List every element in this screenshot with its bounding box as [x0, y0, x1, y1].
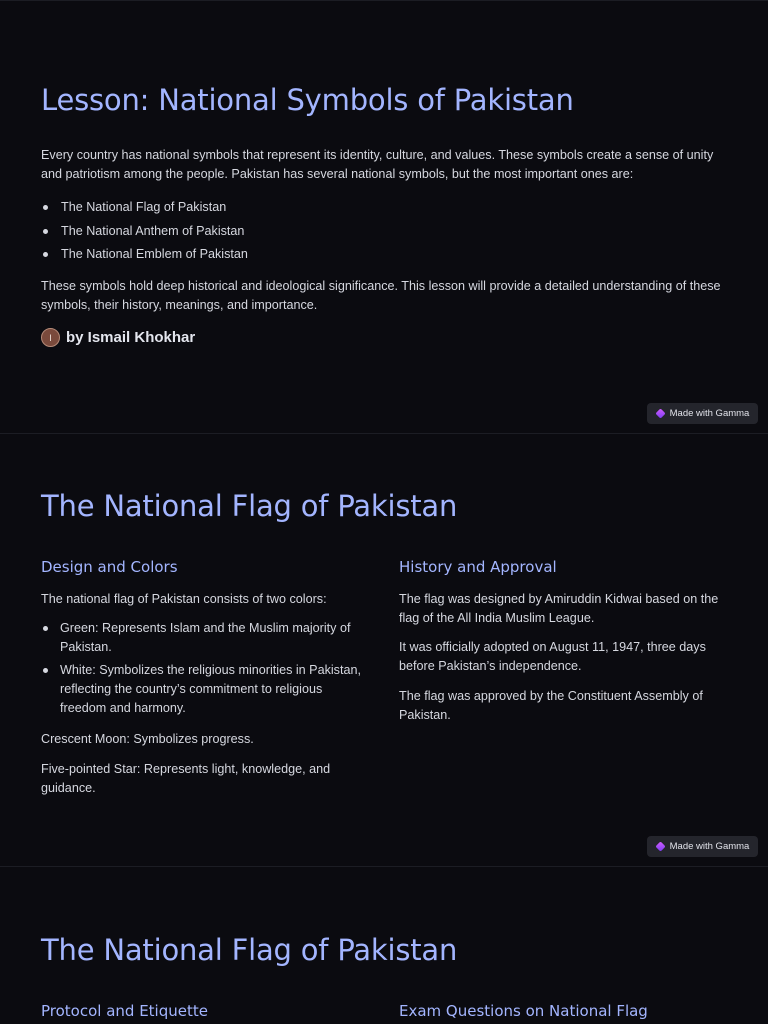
protocol-heading: Protocol and Etiquette: [41, 1002, 208, 1020]
gamma-logo-icon: [655, 408, 665, 418]
slide-title: The National Flag of Pakistan: [41, 933, 458, 967]
slide-flag-continued: [0, 866, 768, 1024]
intro-paragraph: Every country has national symbols that represent its identity, culture, and values. These symbols create a sense of unity and patriotism among the people. Pakistan has several national symbols, but the most important ones are:: [41, 148, 714, 181]
badge-label: Made with Gamma: [669, 841, 750, 852]
list-item: The National Flag of Pakistan: [41, 198, 248, 222]
crescent-text: Crescent Moon: Symbolizes progress.: [41, 732, 254, 746]
history-heading: History and Approval: [399, 558, 557, 576]
star-text: Five-pointed Star: Represents light, knowledge, and guidance.: [41, 762, 331, 795]
badge-label: Made with Gamma: [669, 408, 750, 419]
slide-intro: [0, 0, 768, 433]
page-title: Lesson: National Symbols of Pakistan: [41, 83, 574, 117]
author-name: by Ismail Khokhar: [66, 329, 196, 346]
history-p1: The flag was designed by Amiruddin Kidwai based on the flag of the All India Muslim League.: [399, 592, 719, 625]
list-item: Green: Represents Islam and the Muslim majority of Pakistan.: [41, 619, 361, 657]
made-with-gamma-button[interactable]: [647, 836, 758, 857]
closing-paragraph: These symbols hold deep historical and ideological significance. This lesson will provide a detailed understanding of these symbols, their history, meanings, and importance.: [41, 279, 721, 312]
slide-flag: [0, 433, 768, 866]
design-intro: The national flag of Pakistan consists of two colors:: [41, 592, 327, 606]
avatar: I: [41, 328, 60, 347]
author-line: [41, 328, 195, 347]
list-item: White: Symbolizes the religious minorities in Pakistan, reflecting the country’s commitment to religious freedom and harmony.: [41, 661, 361, 718]
design-colors-heading: Design and Colors: [41, 558, 178, 576]
gamma-logo-icon: [655, 841, 665, 851]
made-with-gamma-button[interactable]: [647, 403, 758, 424]
history-p2: It was officially adopted on August 11, 1947, three days before Pakistan’s independence.: [399, 640, 706, 673]
list-item: The National Emblem of Pakistan: [41, 245, 248, 269]
exam-questions-heading: Exam Questions on National Flag: [399, 1002, 648, 1020]
list-item: The National Anthem of Pakistan: [41, 222, 248, 246]
history-p3: The flag was approved by the Constituent Assembly of Pakistan.: [399, 689, 703, 722]
color-list: [41, 619, 361, 722]
symbols-list: [41, 198, 248, 269]
slide-title: The National Flag of Pakistan: [41, 489, 458, 523]
